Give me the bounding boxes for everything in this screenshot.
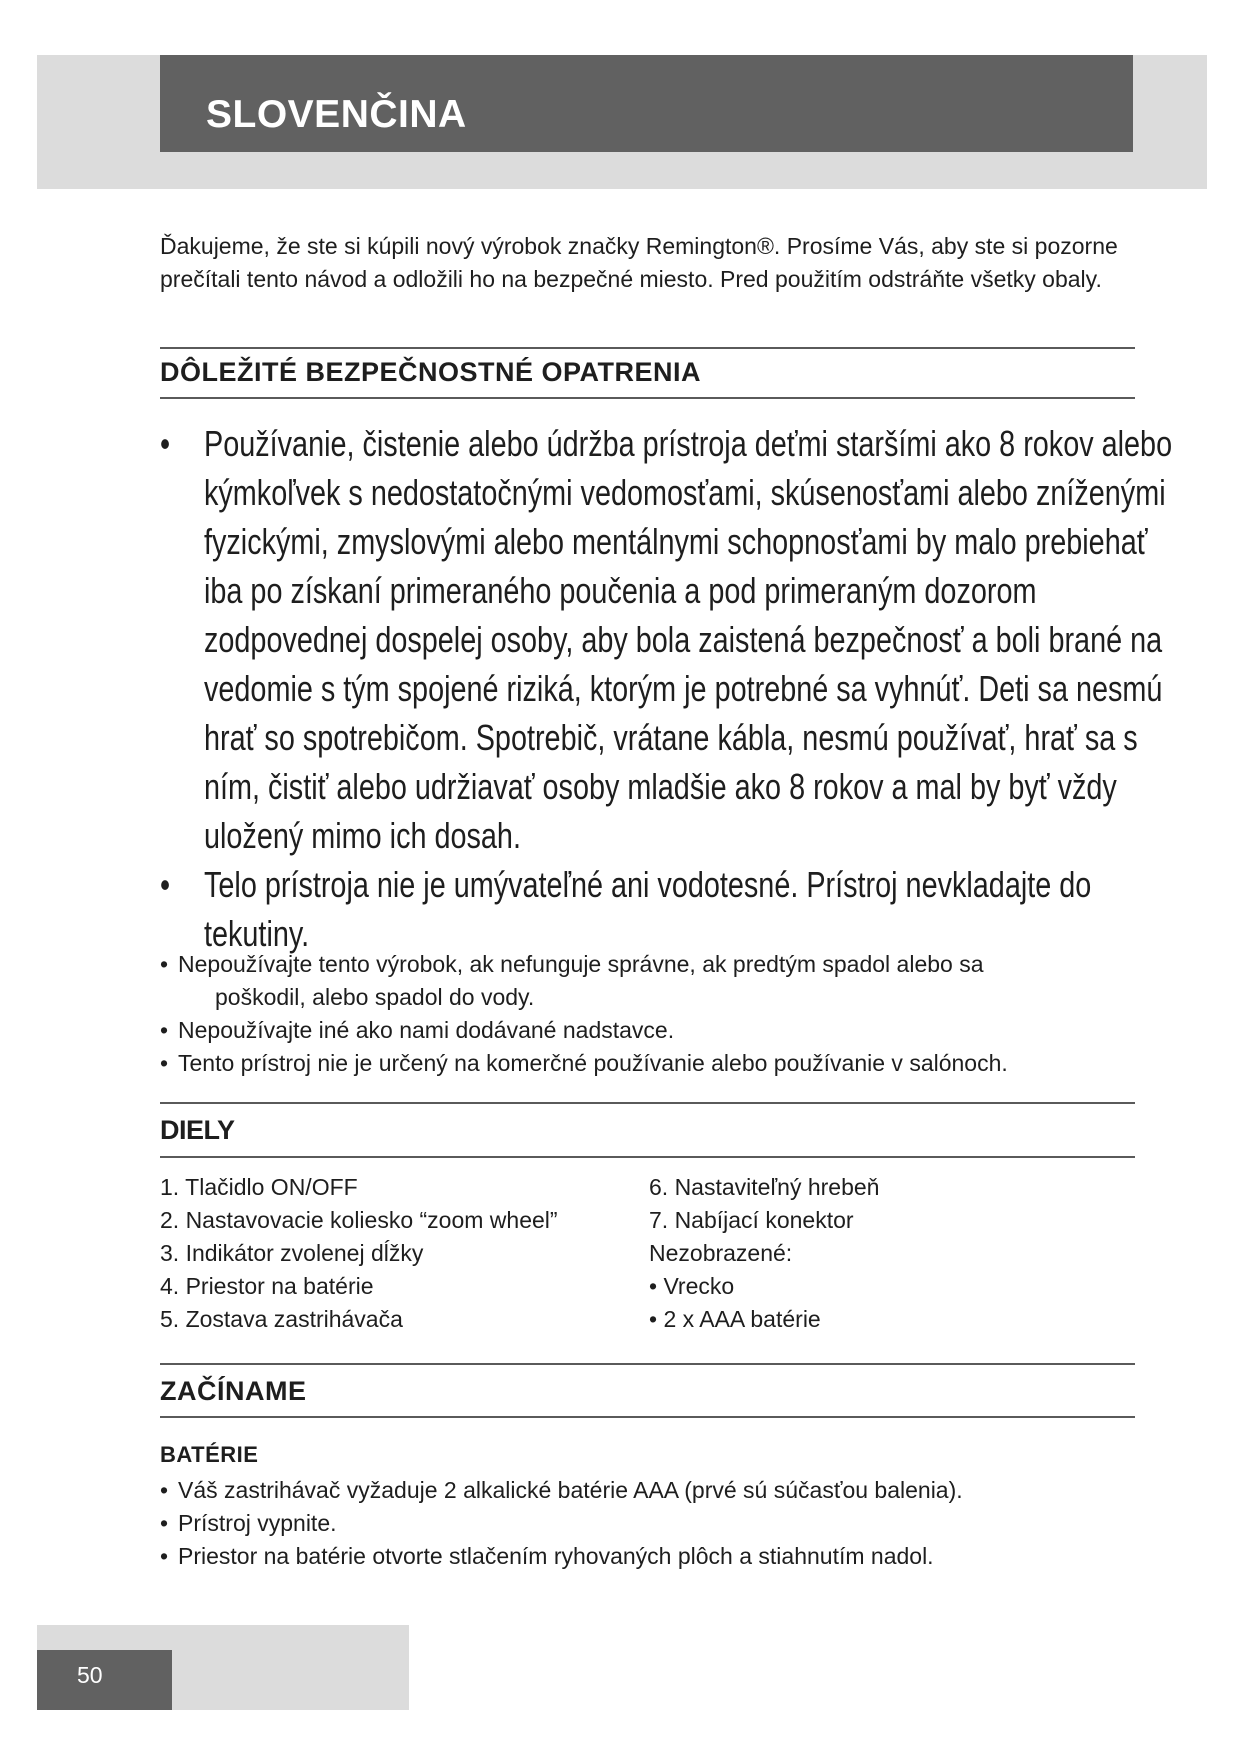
list-item [160, 1474, 1140, 1507]
footer-page-box [37, 1650, 172, 1710]
list-item: Nezobrazené: [649, 1240, 793, 1266]
list-item: 7. Nabíjací konektor [649, 1207, 854, 1233]
list-item: 6. Nastaviteľný hrebeň [649, 1174, 880, 1200]
battery-item-text: Priestor na batérie otvorte stlačením ryhovaných plôch a stiahnutím nadol. [178, 1543, 934, 1569]
header-title-box [160, 55, 1133, 152]
safety-item-text: poškodil, alebo spadol do vody. [215, 984, 535, 1010]
list-item [160, 860, 1184, 958]
safety-large-list [160, 419, 1173, 958]
list-item: 5. Zostava zastrihávača [160, 1306, 403, 1332]
safety-item-text: Tento prístroj nie je určený na komerčné používanie alebo používanie v salónoch. [178, 1050, 1008, 1076]
rule-safety-bottom [160, 397, 1135, 399]
rule-safety-top [160, 347, 1135, 349]
list-item [160, 1047, 1140, 1080]
safety-small-list [160, 948, 1140, 1080]
safety-item-text: Nepoužívajte iné ako nami dodávané nadstavce. [178, 1017, 675, 1043]
page-title: SLOVENČINA [206, 93, 467, 136]
page-number: 50 [77, 1662, 103, 1688]
parts-list-left [160, 1171, 558, 1336]
safety-item-text: Nepoužívajte tento výrobok, ak nefunguje správne, ak predtým spadol alebo sa [178, 951, 984, 977]
list-item: • 2 x AAA batérie [649, 1306, 821, 1332]
rule-start-bottom [160, 1416, 1135, 1418]
list-item [160, 1507, 1140, 1540]
safety-item-text: Telo prístroja nie je umývateľné ani vodotesné. Prístroj nevkladajte do tekutiny. [204, 864, 1092, 954]
rule-start-top [160, 1363, 1135, 1365]
parts-heading: DIELY [160, 1115, 235, 1145]
rule-parts-top [160, 1102, 1135, 1104]
list-item [160, 1540, 1140, 1573]
list-item [160, 1014, 1140, 1047]
getting-started-heading: ZAČÍNAME [160, 1376, 307, 1406]
rule-parts-bottom [160, 1156, 1135, 1158]
list-item [160, 419, 1184, 860]
list-item: 1. Tlačidlo ON/OFF [160, 1174, 358, 1200]
list-item [160, 948, 1140, 1014]
list-item: 3. Indikátor zvolenej dĺžky [160, 1240, 424, 1266]
list-item: 2. Nastavovacie koliesko “zoom wheel” [160, 1207, 558, 1233]
parts-list-right [649, 1171, 879, 1336]
list-item: 4. Priestor na batérie [160, 1273, 374, 1299]
list-item: • Vrecko [649, 1273, 735, 1299]
safety-item-text: Používanie, čistenie alebo údržba prístroja deťmi staršími ako 8 rokov alebo kýmkoľvek s nedostatočnými vedomosťami, skúsenosťami alebo zníženými fyzickými, zmyslovými alebo mentálnymi schopnosťami by malo prebiehať iba po získaní primeraného poučenia a pod primeraným dozorom zodpovednej dospelej osoby, aby bola zaistená bezpečnosť a boli brané na vedomie s tým spojené riziká, ktorým je potrebné sa vyhnúť. Deti sa nesmú hrať so spotrebičom. Spotrebič, vrátane kábla, nesmú používať, hrať sa s ním, čistiť alebo udržiavať osoby mladšie ako 8 rokov a mal by byť vždy uložený mimo ich dosah. [204, 423, 1173, 856]
safety-heading: DÔLEŽITÉ BEZPEČNOSTNÉ OPATRENIA [160, 357, 702, 387]
battery-item-text: Váš zastrihávač vyžaduje 2 alkalické batérie AAA (prvé sú súčasťou balenia). [178, 1477, 963, 1503]
battery-item-text: Prístroj vypnite. [178, 1510, 337, 1536]
batteries-list [160, 1474, 1140, 1573]
batteries-subheading: BATÉRIE [160, 1442, 259, 1467]
intro-paragraph: Ďakujeme, že ste si kúpili nový výrobok značky Remington®. Prosíme Vás, aby ste si pozorne prečítali tento návod a odložili ho na bezpečné miesto. Pred použitím odstráňte všetky obaly. [160, 233, 1118, 292]
